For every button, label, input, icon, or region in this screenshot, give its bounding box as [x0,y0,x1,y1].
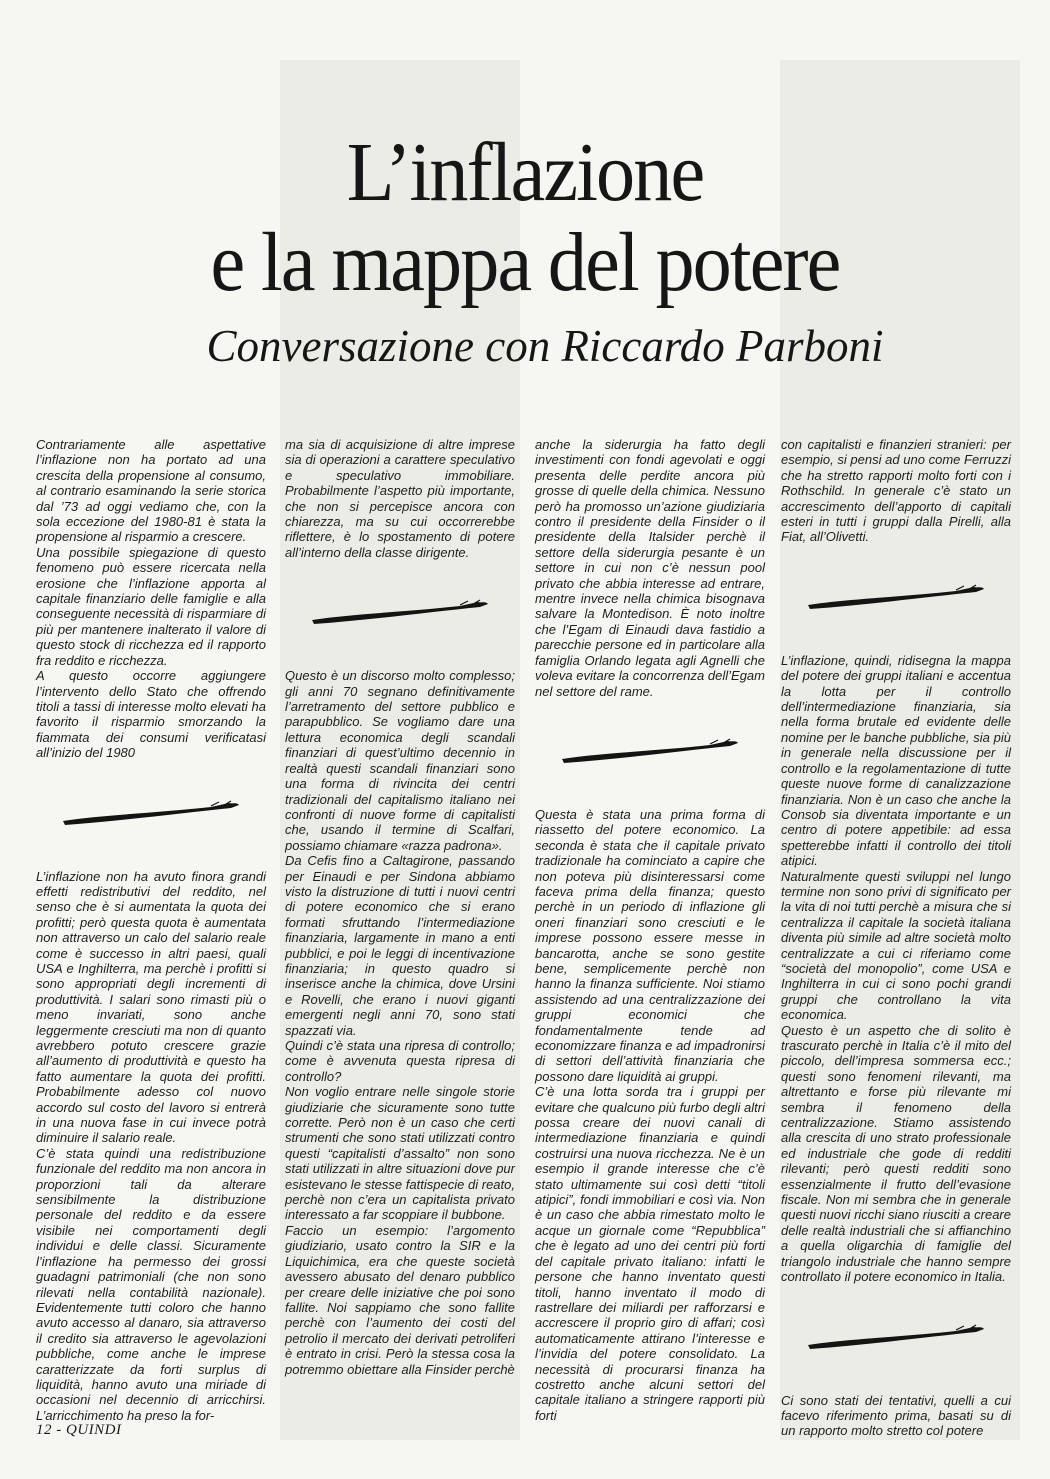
text-column-3 [535,437,765,1423]
title-line-1: L’inflazione [346,126,704,219]
paragraph: Non voglio entrare nelle singole storie giudiziarie che sicuramente sono tutte corrette. Però non è un caso che certi strumenti che sono stati utilizzati contro questi “capitalisti d’assalto” non sono stati utilizzati in altre situazioni dove pur esistevano le stesse fattispecie di reato, perchè non c’era un capitalista privato interessato a far scoppiare il bubbone. [285,1084,515,1223]
paragraph: C’è una lotta sorda tra i gruppi per evitare che qualcuno più furbo degli altri possa creare dei nuovi canali di intermediazione finanziaria e quindi costruirsi una nuova ricchezza. Ne è un esempio il grande interesse che c’è stato ultimamente sui così detti “titoli atipici”, fondi immobiliari e così via. Non è un caso che abbia rimestato molto le acque un giornale come “Repubblica” che è legato ad uno dei centri più forti del capitale privato italiano: infatti le persone che hanno inventato questi titoli, hanno inventato il modo di rastrellare dei miliardi per rafforzarsi e accrescere il proprio giro di affari; così automaticamente attirano l’interesse e l’invidia del potere consolidato. La necessità di procurarsi finanza ha costretto anche alcuni settori del capitale italiano a stringere rapporti più forti [535,1084,765,1423]
paragraph: Questo è un aspetto che di solito è trascurato perchè in Italia c’è il mito del piccolo, dell’impresa sommersa ecc.; questi sono fenomeni rilevanti, ma altrettanto e forse più rilevante mi sembra il fenomeno della centralizzazione. Stiamo assistendo alla crescita di uno strato professionale ed industriale che gode di redditi rilevanti; però questi redditi sono essenzialmente il frutto dell’evasione fiscale. Non mi sembra che in generale questi nuovi ricchi siano riusciti a creare delle realtà industriali che si affianchino a quella oligarchia di famiglie del triangolo industriale che hanno sempre controllato il potere economico in Italia. [781,1022,1011,1285]
text-column-2 [285,437,515,1377]
paragraph: Questo è un discorso molto complesso; gli anni 70 segnano definitivamente l’arretramento del settore pubblico e parapubblico. Se vogliamo dare una lettura economica degli scandali finanziari di quest’ultimo decennio in realtà questi scandali finanziari sono una forma di rivincita dei centri tradizionali del capitalismo italiano nei confronti di nuove forme di capitalisti che, usando il termine di Scalfari, possiamo chiamare «razza padrona». [285,668,515,853]
paragraph: ma sia di acquisizione di altre imprese sia di operazioni a carattere speculativo e speculativo immobiliare. Probabilmente l’aspetto più importante, che non si percepisce ancora con chiarezza, ma su cui occorrerebbe riflettere, è lo spostamento di potere all’interno della classe dirigente. [285,437,515,560]
paragraph: L’inflazione, quindi, ridisegna la mappa del potere dei gruppi italiani e accentua la lotta per il controllo dell’intermediazione finanziaria, sia nella forma brutale ed evidente delle nomine per le banche pubbliche, sia più in generale nella discussione per il controllo e la regolamentazione di tutte queste nuove forme di canalizzazione finanziaria. Non è un caso che anche la Consob sia diventata importante e un centro di potere appetibile: ad essa spetterebbe infatti il controllo dei titoli atipici. [781,652,1011,869]
paragraph: con capitalisti e finanzieri stranieri: per esempio, si pensi ad uno come Ferruzzi che ha stretto rapporti molto forti con i Rothschild. In generale c’è stato un accrescimento dell’apporto di capitali esteri in tutti i gruppi dalla Pirelli, alla Fiat, all’Olivetti. [781,437,1011,545]
brush-stroke-divider [806,1323,986,1353]
paragraph: Da Cefis fino a Caltagirone, passando per Einaudi e per Sindona abbiamo visto la distruzione di tutti i nuovi centri di potere economico che si erano formati sfruttando l’intermediazione finanziaria, largamente in mano a enti pubblici, e poi le leggi di incentivazione finanziaria; in questo quadro si inserisce anche la chimica, dove Ursini e Rovelli, che erano i nuovi giganti emergenti negli anni 70, sono stati spazzati via. [285,853,515,1038]
paragraph: Quindi c’è stata una ripresa di controllo; come è avvenuta questa ripresa di controllo? [285,1038,515,1084]
paragraph: anche la siderurgia ha fatto degli investimenti con fondi agevolati e oggi presenta delle perdite ancora più grosse di quelle della chimica. Nessuno però ha promosso un’azione giudiziaria contro il presidente della Finsider o il presidente della Italsider perchè il settore della siderurgia pesante è un settore in cui non c’è nessun pool privato che abbia interesse ad entrare, mentre invece nella chimica bisognava salvare la Montedison. È noto inoltre che l’Egam di Einaudi dava fastidio a parecchie persone ed in particolare alla famiglia Orlando legata agli Agnelli che voleva evitare la concorrenza dell’Egam nel settore del rame. [535,437,765,699]
paragraph: Ci sono stati dei tentativi, quelli a cui facevo riferimento prima, basati su di un rapporto molto stretto col potere [781,1392,1011,1439]
article-subtitle: Conversazione con Riccardo Parboni [206,321,884,371]
paragraph: Contrariamente alle aspettative l’inflazione non ha portato ad una crescita della propensione al consumo, al contrario esaminando la serie storica dal ’73 ad oggi vediamo che, con la sola eccezione del 1980-81 è stata la propensione al risparmio a crescere. [36,437,266,545]
paragraph: Questa è stata una prima forma di riassetto del potere economico. La seconda è stata che il capitale privato tradizionale ha cominciato a capire che non poteva più disinteressarsi come faceva prima della finanza; questo perchè in un periodo di inflazione gli oneri finanziari sono cresciuti e le imprese possono essere messe in bancarotta, anche se sono gestite bene, semplicemente perchè non hanno la finanza sufficiente. Noi stiamo assistendo ad una centralizzazione dei gruppi economici che fondamentalmente tende ad economizzare finanza e ad impadronirsi di settori dell’attività finanziaria che possono dare liquidità ai gruppi. [535,806,765,1084]
paragraph: Una possibile spiegazione di questo fenomeno può essere ricercata nella erosione che l’inflazione apporta al capitale finanziario delle famiglie e alla conseguente necessità di risparmiare di più per mantenere inalterato il valore di questo stock di ricchezza ed il rapporto fra reddito e ricchezza. [36,544,266,668]
title-line-2: e la mappa del potere [210,216,840,309]
brush-stroke-divider [560,737,740,767]
paragraph: C’è stata quindi una redistribuzione funzionale del reddito ma non ancora in proporzioni tali da alterare sensibilmente la distribuzione personale del reddito e da essere visibile nei comportamenti degli individui e delle classi. Sicuramente l’inflazione ha permesso dei grossi guadagni patrimoniali (che non sono rilevati nella contabilità nazionale). Evidentemente tutti coloro che hanno avuto accesso al danaro, sia attraverso il credito sia attraverso le agevolazioni pubbliche, come anche le imprese caratterizzate da forti surplus di liquidità, hanno avuto una miriade di occasioni nel decennio di arricchirsi. L’arricchimento ha preso la for- [36,1145,266,1423]
brush-stroke-divider [806,583,986,613]
brush-stroke-divider [310,598,490,628]
brush-stroke-divider [61,799,241,829]
page-folio: 12 - QUINDI [36,1422,122,1438]
text-column-4 [781,437,1011,1439]
paragraph: L’inflazione non ha avuto finora grandi effetti redistributivi del reddito, nel senso che è si aumentata la quota dei profitti; però questa quota è aumentata non attraverso un calo del salario reale come è successo in altri paesi, quali USA e Inghilterra, ma perchè i profitti si sono appropriati degli incrementi di produttività. I salari sono rimasti più o meno invariati, sono anche leggermente cresciuti ma non di quanto avrebbero potuto crescere grazie all’aumento di produttività e questo ha fatto aumentare la quota dei profitti. Probabilmente adesso col nuovo accordo sul costo del lavoro si entrerà in una nuova fase in cui invece potrà diminuire il salario reale. [36,868,266,1146]
text-column-1 [36,437,266,1423]
paragraph: Naturalmente questi sviluppi nel lungo termine non sono privi di significato per la vita di noi tutti perchè a misura che si centralizza il capitale la società italiana diventa più simile ad altre società molto centralizzate a cui ci riferiamo come “società del monopolio”, come USA e Inghilterra in cui ci sono pochi grandi gruppi che controllano la vita economica. [781,868,1011,1023]
article-header [0,128,1050,372]
paragraph: Faccio un esempio: l’argomento giudiziario, usato contro la SIR e la Liquichimica, era che queste società avessero abusato del denaro pubblico per creare delle iniziative che poi sono fallite. Noi sappiamo che sono fallite perchè con l’aumento dei costi del petrolio il mercato dei derivati petroliferi è entrato in crisi. Però la stessa cosa la potremmo obiettare alla Finsider perchè [285,1222,515,1377]
paragraph: A questo occorre aggiungere l’intervento dello Stato che offrendo titoli a tassi di interesse molto elevati ha favorito il risparmio smorzando la fiammata dei consumi verificatasi all’inizio del 1980 [36,668,266,761]
